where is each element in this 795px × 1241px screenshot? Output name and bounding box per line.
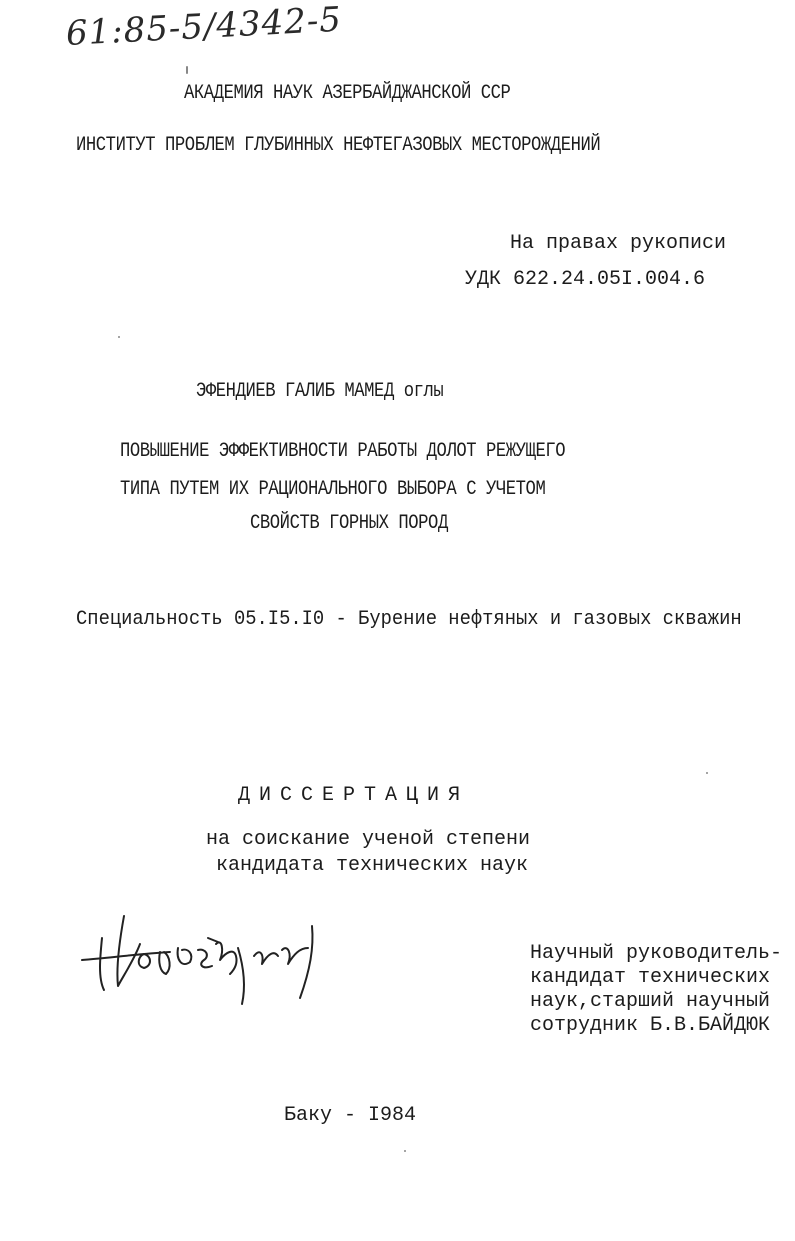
institute-name: ИНСТИТУТ ПРОБЛЕМ ГЛУБИННЫХ НЕФТЕГАЗОВЫХ МЕСТОРОЖДЕНИЙ bbox=[76, 134, 601, 157]
specialty: Специальность 05.I5.I0 - Бурение нефтяных и газовых скважин bbox=[76, 608, 742, 631]
degree-line-1: на соискание ученой степени bbox=[206, 828, 531, 851]
supervisor-line-2: кандидат технических bbox=[530, 966, 771, 989]
dissertation-heading: ДИССЕРТАЦИЯ bbox=[238, 784, 470, 807]
title-line-1: ПОВЫШЕНИЕ ЭФФЕКТИВНОСТИ РАБОТЫ ДОЛОТ РЕЖУЩЕГО bbox=[120, 440, 566, 463]
title-line-2: ТИПА ПУТЕМ ИХ РАЦИОНАЛЬНОГО ВЫБОРА С УЧЕТОМ bbox=[120, 478, 546, 501]
manuscript-rights: На правах рукописи bbox=[510, 232, 727, 255]
author-name: ЭФЕНДИЕВ ГАЛИБ МАМЕД оглы bbox=[196, 380, 444, 403]
archive-mark: 61:85-5/4342-5 bbox=[64, 0, 343, 54]
supervisor-line-4: сотрудник Б.В.БАЙДЮК bbox=[530, 1014, 771, 1037]
scan-speck bbox=[186, 66, 188, 74]
supervisor-line-3: наук,старший научный bbox=[530, 990, 771, 1013]
scan-speck bbox=[404, 1150, 406, 1152]
udk-code: УДК 622.24.05I.004.6 bbox=[465, 268, 706, 291]
author-signature bbox=[78, 908, 338, 1018]
title-line-3: СВОЙСТВ ГОРНЫХ ПОРОД bbox=[250, 512, 448, 535]
academy-name: АКАДЕМИЯ НАУК АЗЕРБАЙДЖАНСКОЙ ССР bbox=[184, 82, 511, 105]
degree-line-2: кандидата технических наук bbox=[216, 854, 529, 877]
supervisor-line-1: Научный руководитель- bbox=[530, 942, 783, 965]
city-year: Баку - I984 bbox=[284, 1104, 417, 1127]
scan-speck bbox=[118, 336, 120, 338]
scan-speck bbox=[706, 772, 708, 774]
